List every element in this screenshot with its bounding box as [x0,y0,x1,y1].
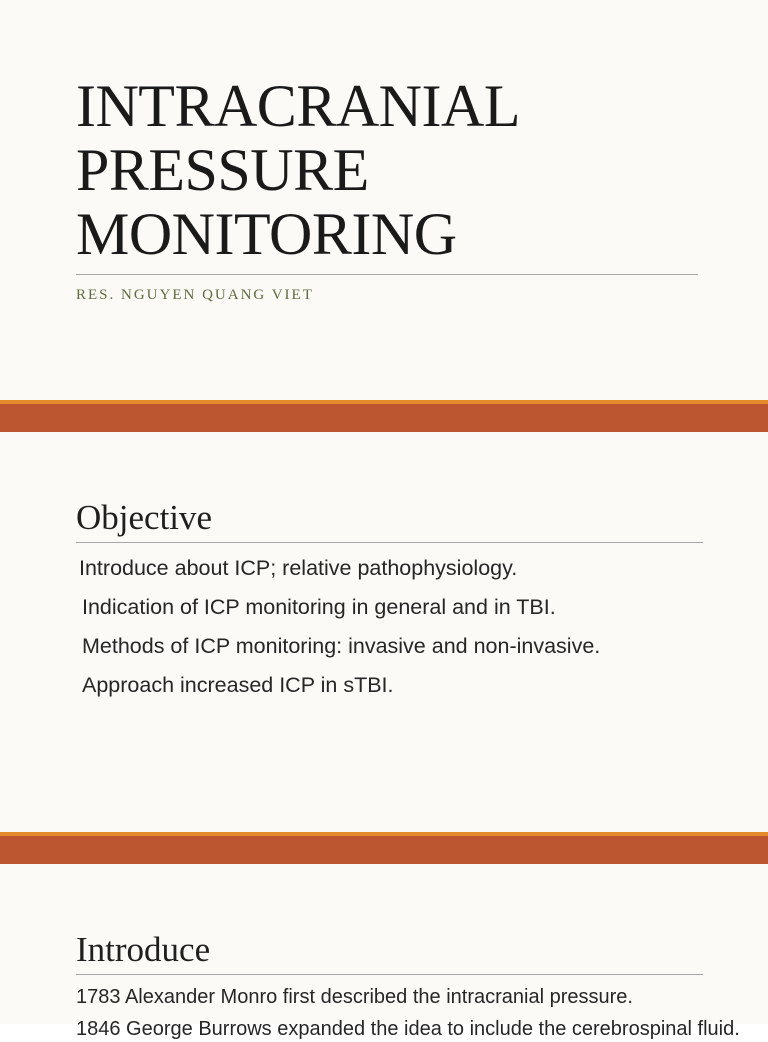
introduce-divider [76,974,703,975]
objective-item: Approach increased ICP in sTBI. [82,673,394,697]
title-line-1: INTRACRANIAL [76,73,520,139]
presentation-title [76,74,520,266]
objective-heading: Objective [76,498,213,537]
title-divider [76,274,698,275]
slide-separator [0,400,768,432]
introduce-slide [0,864,768,1040]
title-line-3: MONITORING [76,201,457,267]
objective-divider [76,542,703,543]
introduce-heading: Introduce [76,930,211,969]
objective-item: Introduce about ICP; relative pathophysiology. [79,556,518,580]
objective-item: Indication of ICP monitoring in general and in TBI. [82,595,556,619]
introduce-line: 1783 Alexander Monro first described the intracranial pressure. [76,986,633,1008]
objective-slide [0,432,768,832]
objective-list [0,549,600,705]
slide-separator [0,832,768,864]
objective-item: Methods of ICP monitoring: invasive and non-invasive. [82,634,601,658]
presenter-name: RES. NGUYEN QUANG VIET [76,287,314,303]
introduce-line: 1846 George Burrows expanded the idea to include the cerebrospinal fluid. [76,1018,740,1040]
title-line-2: PRESSURE [76,137,369,203]
title-slide [0,0,768,400]
